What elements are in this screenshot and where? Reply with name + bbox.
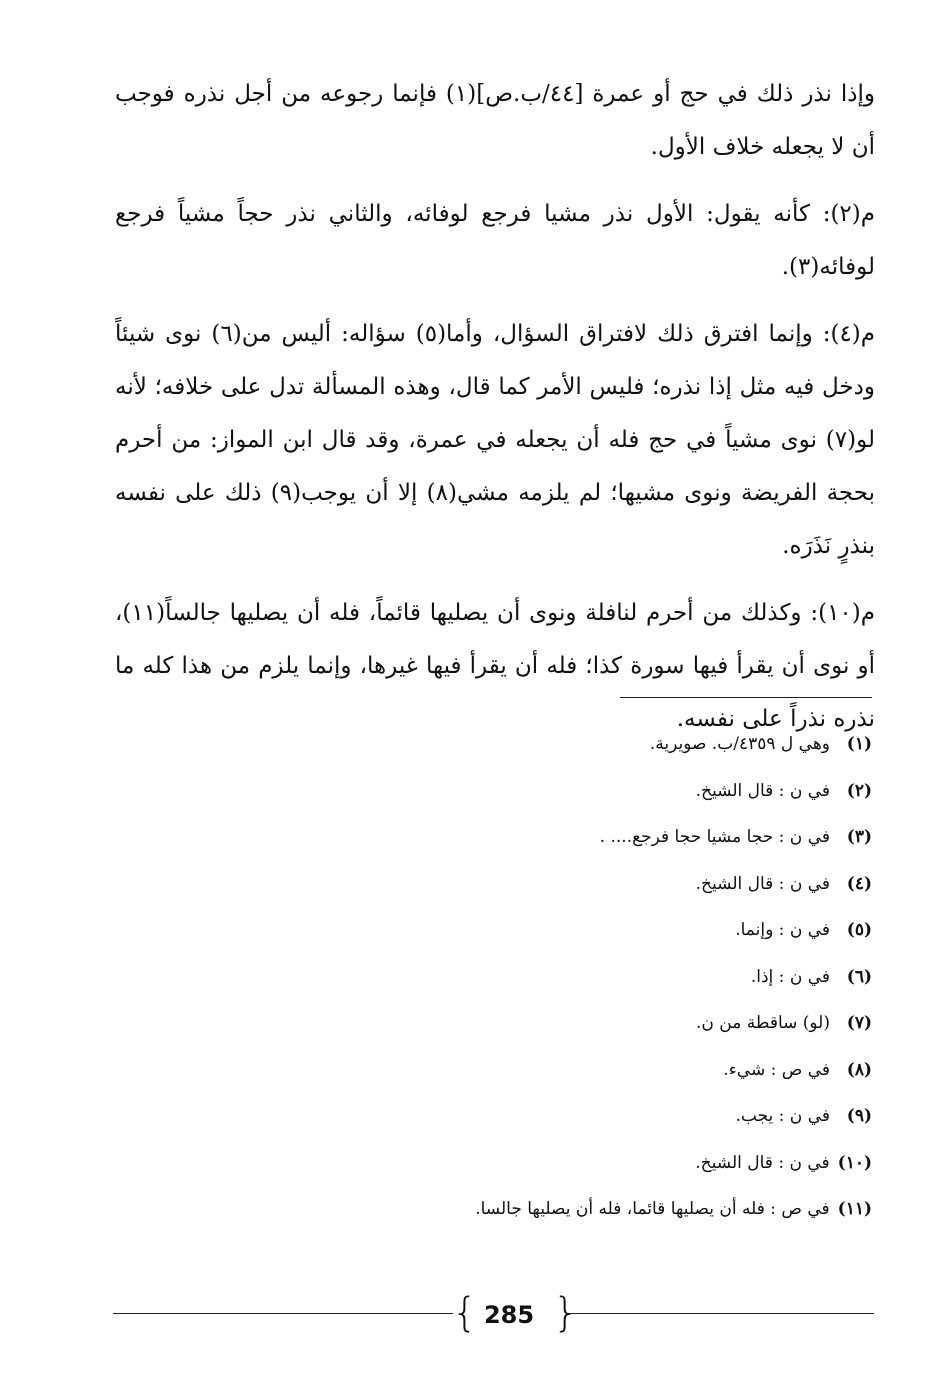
footnote-5 [352, 910, 872, 957]
footnote-text: في ن : قال الشيخ. [695, 873, 830, 894]
footnotes [352, 724, 872, 1236]
footnote-text: وهي ل ٤٣٥٩/ب. صويرية. [649, 734, 830, 754]
footnote-4 [352, 864, 872, 911]
paragraph-2: م(٢): كأنه يقول: الأول نذر مشيا فرجع لوفائه، والثاني نذر حجاً مشياً فرجع لوفائه(٣). [115, 201, 875, 280]
footnote-2 [352, 771, 872, 818]
paragraph-1: وإذا نذر ذلك في حج أو عمرة [٤٤/ب.ص](١) فإنما رجوعه من أجل نذره فوجب أن لا يجعله خلاف الأول. [115, 81, 875, 160]
footnote-number: (١) [846, 734, 872, 754]
footnote-number: (٣) [846, 827, 872, 847]
close-brace-icon: } [553, 1290, 579, 1336]
footer-rule-right [566, 1313, 874, 1314]
footnote-3 [352, 817, 872, 864]
footnote-number: (٤) [846, 873, 872, 894]
footnote-number: (٩) [846, 1106, 872, 1126]
footnote-number: (٨) [846, 1059, 872, 1080]
footnote-text: (لو) ساقطة من ن. [696, 1013, 830, 1033]
footnote-9 [352, 1096, 872, 1143]
open-brace-icon: { [452, 1290, 478, 1336]
footnote-6 [352, 957, 872, 1004]
paragraph-3: م(٤): وإنما افترق ذلك لافتراق السؤال، وأما(٥) سؤاله: أليس من(٦) نوى شيئاً ودخل فيه مثل إذا نذره؛ فليس الأمر كما قال، وهذه المسألة تدل على خلافه؛ لأنه لو(٧) نوى مشياً في حج فله أن يجعله في عمرة، وقد قال ابن المواز: من أحرم بحجة الفريضة ونوى مشيها؛ لم يلزمه مشي(٨) إلا أن يوجب(٩) ذلك على نفسه بنذرٍ نَذَرَه. [115, 321, 876, 559]
footnote-7 [352, 1003, 872, 1050]
page-number: 285 [483, 1301, 535, 1329]
footnote-text: في ن : إذا. [750, 966, 830, 987]
footnote-text: في ن : يجب. [735, 1106, 830, 1126]
footnote-11 [352, 1189, 872, 1236]
footnote-text: في ن : قال الشيخ. [695, 780, 830, 801]
main-text [115, 68, 875, 760]
footnote-8 [352, 1050, 872, 1097]
footnote-number: (٥) [846, 920, 872, 940]
footer-rule-left [113, 1313, 453, 1314]
footnote-text: في ن : حجا مشيا حجا فرجع.... . [599, 827, 830, 847]
footnote-separator [620, 697, 872, 698]
footnote-text: في ص : فله أن يصليها قائما، فله أن يصليها جالسا. [475, 1199, 830, 1219]
footnote-text: في ن : قال الشيخ. [695, 1152, 830, 1173]
footnote-text: في ص : شيء. [723, 1059, 830, 1080]
footnote-10 [352, 1143, 872, 1190]
paragraph-4: م(١٠): وكذلك من أحرم لنافلة ونوى أن يصليها قائماً، فله أن يصليها جالساً(١١)، أو نوى أن يقرأ فيها سورة كذا؛ فله أن يقرأ فيها غيرها، وإنما يلزم من هذا كله ما نذره نذراً على نفسه. [115, 600, 875, 732]
footnote-1 [352, 724, 872, 771]
footnote-number: (٧) [846, 1013, 872, 1033]
footnote-number: (١١) [837, 1199, 872, 1219]
footnote-text: في ن : وإنما. [735, 920, 830, 940]
footnote-number: (٢) [846, 780, 872, 801]
footnote-number: (٦) [846, 966, 872, 987]
footnote-number: (١٠) [837, 1152, 872, 1173]
